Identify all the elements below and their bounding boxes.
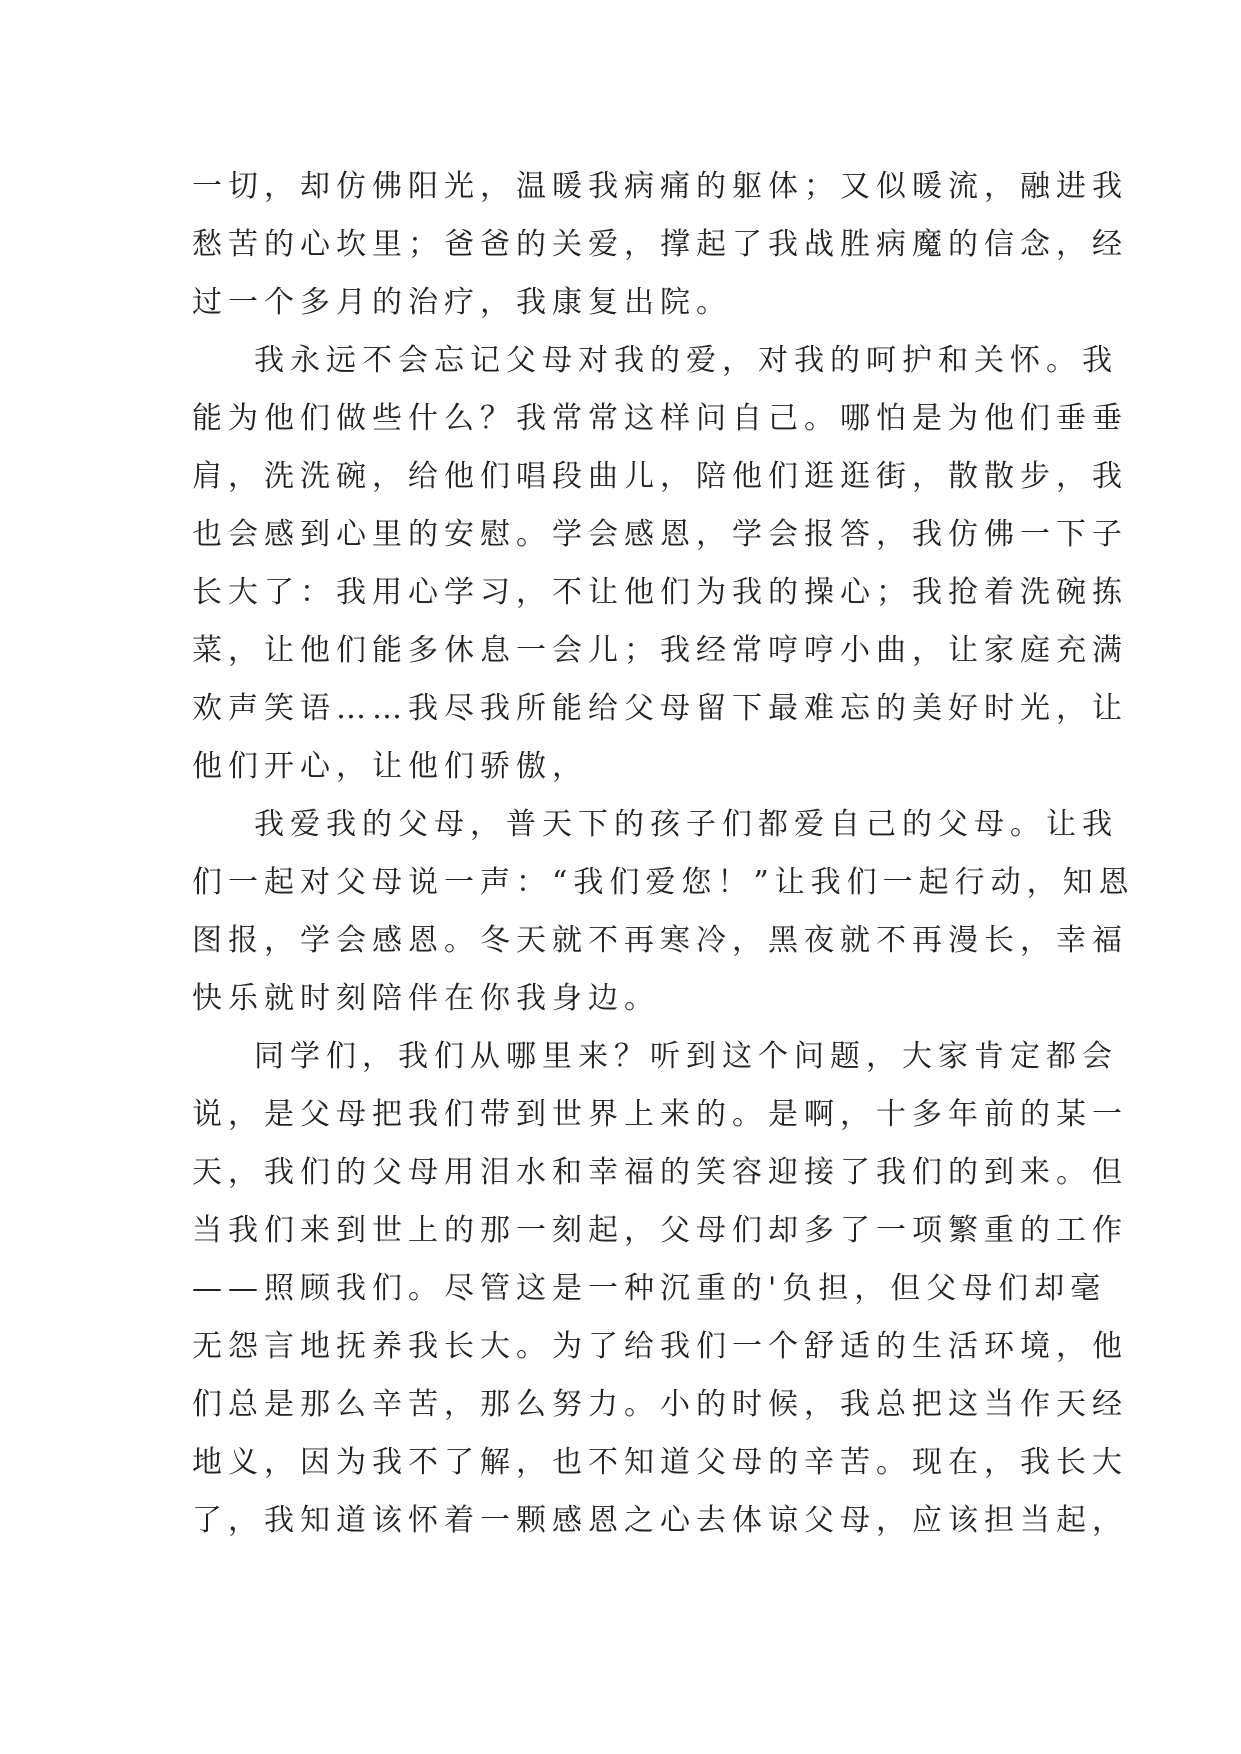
text-line: 过一个多月的治疗，我康复出院。 <box>192 285 732 320</box>
text-line: 图报，学会感恩。冬天就不再寒冷，黑夜就不再漫长，幸福 <box>192 923 1128 958</box>
text-line: 愁苦的心坎里；爸爸的关爱，撑起了我战胜病魔的信念，经 <box>192 227 1128 262</box>
text-line: 们总是那么辛苦，那么努力。小的时候，我总把这当作天经 <box>192 1387 1128 1422</box>
text-line: ——照顾我们。尽管这是一种沉重的'负担，但父母们却毫 <box>192 1271 1107 1306</box>
text-line: 也会感到心里的安慰。学会感恩，学会报答，我仿佛一下子 <box>192 517 1128 552</box>
document-body <box>192 158 1135 1550</box>
text-line: 们一起对父母说一声：“我们爱您！”让我们一起行动，知恩 <box>192 865 1135 900</box>
text-line: 地义，因为我不了解，也不知道父母的辛苦。现在，我长大 <box>192 1445 1128 1480</box>
text-line: 无怨言地抚养我长大。为了给我们一个舒适的生活环境，他 <box>192 1329 1128 1364</box>
text-line: 我爱我的父母，普天下的孩子们都爱自己的父母。让我 <box>254 807 1118 842</box>
paragraph-2 <box>192 332 1128 796</box>
text-line: 天，我们的父母用泪水和幸福的笑容迎接了我们的到来。但 <box>192 1155 1128 1190</box>
text-line: 同学们，我们从哪里来？听到这个问题，大家肯定都会 <box>254 1039 1118 1074</box>
text-line: 欢声笑语……我尽我所能给父母留下最难忘的美好时光，让 <box>192 691 1128 726</box>
paragraph-4 <box>192 1028 1128 1550</box>
text-line: 一切，却仿佛阳光，温暖我病痛的躯体；又似暖流，融进我 <box>192 169 1128 204</box>
text-line: 了，我知道该怀着一颗感恩之心去体谅父母，应该担当起， <box>192 1503 1128 1538</box>
paragraph-3 <box>192 796 1135 1028</box>
text-line: 他们开心，让他们骄傲， <box>192 749 588 784</box>
text-line: 长大了：我用心学习，不让他们为我的操心；我抢着洗碗拣 <box>192 575 1128 610</box>
text-line: 说，是父母把我们带到世界上来的。是啊，十多年前的某一 <box>192 1097 1128 1132</box>
text-line: 肩，洗洗碗，给他们唱段曲儿，陪他们逛逛街，散散步，我 <box>192 459 1128 494</box>
text-line: 快乐就时刻陪伴在你我身边。 <box>192 981 660 1016</box>
text-line: 菜，让他们能多休息一会儿；我经常哼哼小曲，让家庭充满 <box>192 633 1128 668</box>
text-line: 当我们来到世上的那一刻起，父母们却多了一项繁重的工作 <box>192 1213 1128 1248</box>
text-line: 我永远不会忘记父母对我的爱，对我的呵护和关怀。我 <box>254 343 1118 378</box>
text-line: 能为他们做些什么？我常常这样问自己。哪怕是为他们垂垂 <box>192 401 1128 436</box>
paragraph-1 <box>192 158 1128 332</box>
